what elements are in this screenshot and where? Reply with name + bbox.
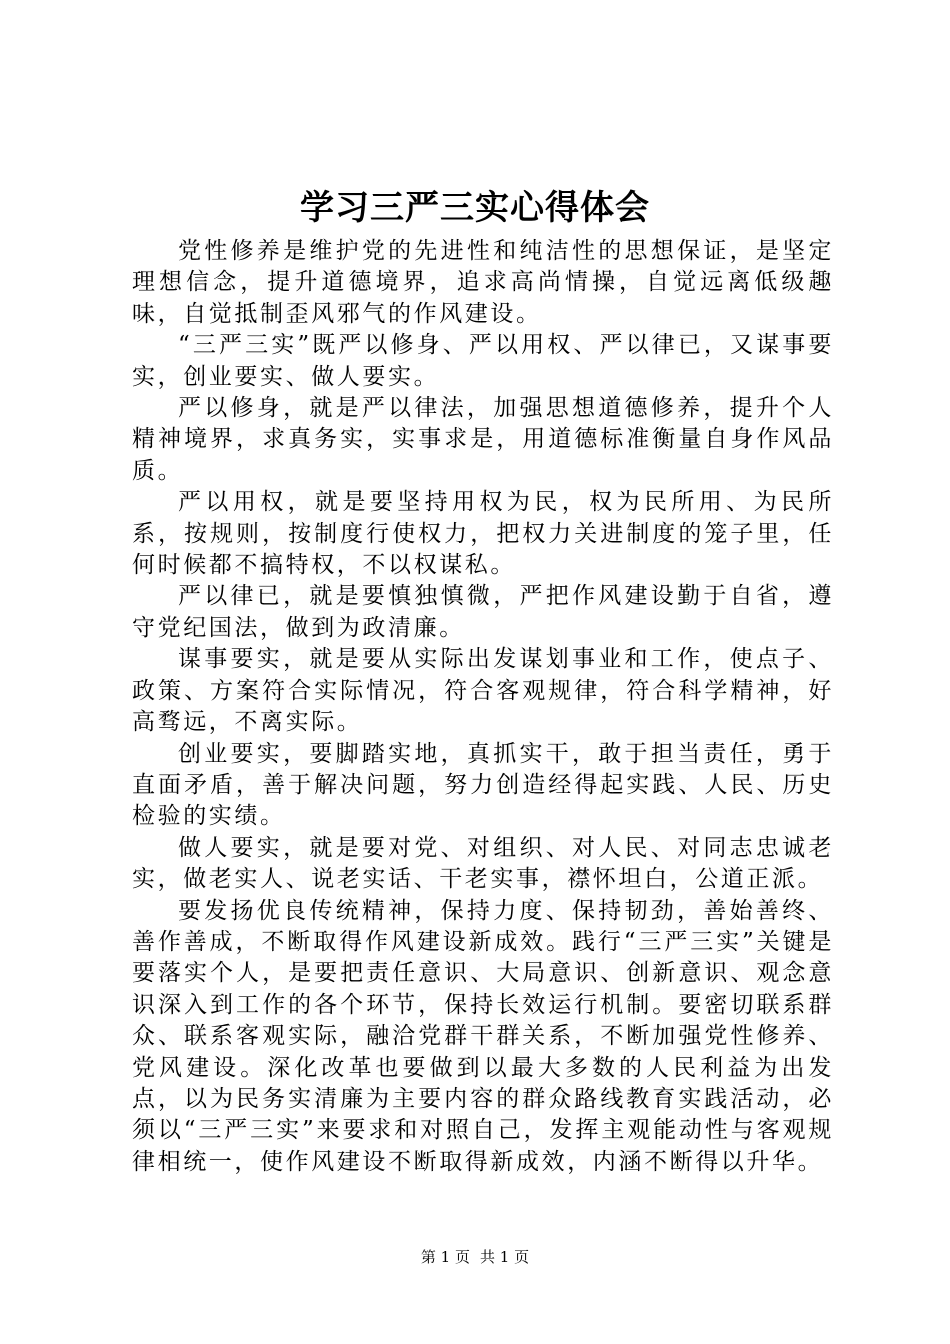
paragraph-5: 严以律已，就是要慎独慎微，严把作风建设勤于自省，遵守党纪国法，做到为政清廉。 [132, 583, 834, 641]
paragraph-6: 谋事要实，就是要从实际出发谋划事业和工作，使点子、政策、方案符合实际情况，符合客观规律，符合科学精神，好高骛远，不离实际。 [132, 646, 834, 736]
paragraph-8: 做人要实，就是要对党、对组织、对人民、对同志忠诚老实，做老实人、说老实话、干老实事，襟怀坦白，公道正派。 [132, 834, 834, 893]
page-footer [0, 1247, 950, 1267]
paragraph-7: 创业要实，要脚踏实地，真抓实干，敢于担当责任，勇于直面矛盾，善于解决问题，努力创造经得起实践、人民、历史检验的实绩。 [132, 740, 834, 830]
page-total: 共 1 页 [480, 1248, 530, 1266]
document-title: 学习三严三实心得体会 [300, 188, 650, 228]
page-number: 第 1 页 [420, 1248, 470, 1266]
paragraph-1: 党性修养是维护党的先进性和纯洁性的思想保证，是坚定理想信念，提升道德境界，追求高尚情操，自觉远离低级趣味，自觉抵制歪风邪气的作风建设。 [132, 238, 834, 327]
document-body [132, 236, 834, 1178]
paragraph-4: 严以用权，就是要坚持用权为民，权为民所用、为民所系，按规则，按制度行使权力，把权力关进制度的笼子里，任何时候都不搞特权，不以权谋私。 [132, 489, 834, 579]
paragraph-2: “三严三实”既严以修身、严以用权、严以律已，又谋事要实，创业要实、做人要实。 [132, 332, 834, 390]
paragraph-9: 要发扬优良传统精神，保持力度、保持韧劲，善始善终、善作善成，不断取得作风建设新成效。践行“三严三实”关键是要落实个人，是要把责任意识、大局意识、创新意识、观念意识深入到工作的各个环节，保持长效运行机制。要密切联系群众、联系客观实际，融洽党群干群关系，不断加强党性修养、党风建设。深化改革也要做到以最大多数的人民利益为出发点，以为民务实清廉为主要内容的群众路线教育实践活动，必须以“三严三实”来要求和对照自己，发挥主观能动性与客观规律相统一，使作风建设不断取得新成效，内涵不断得以升华。 [132, 897, 834, 1175]
paragraph-3: 严以修身，就是严以律法，加强思想道德修养，提升个人精神境界，求真务实，实事求是，用道德标准衡量自身作风品质。 [132, 395, 834, 484]
